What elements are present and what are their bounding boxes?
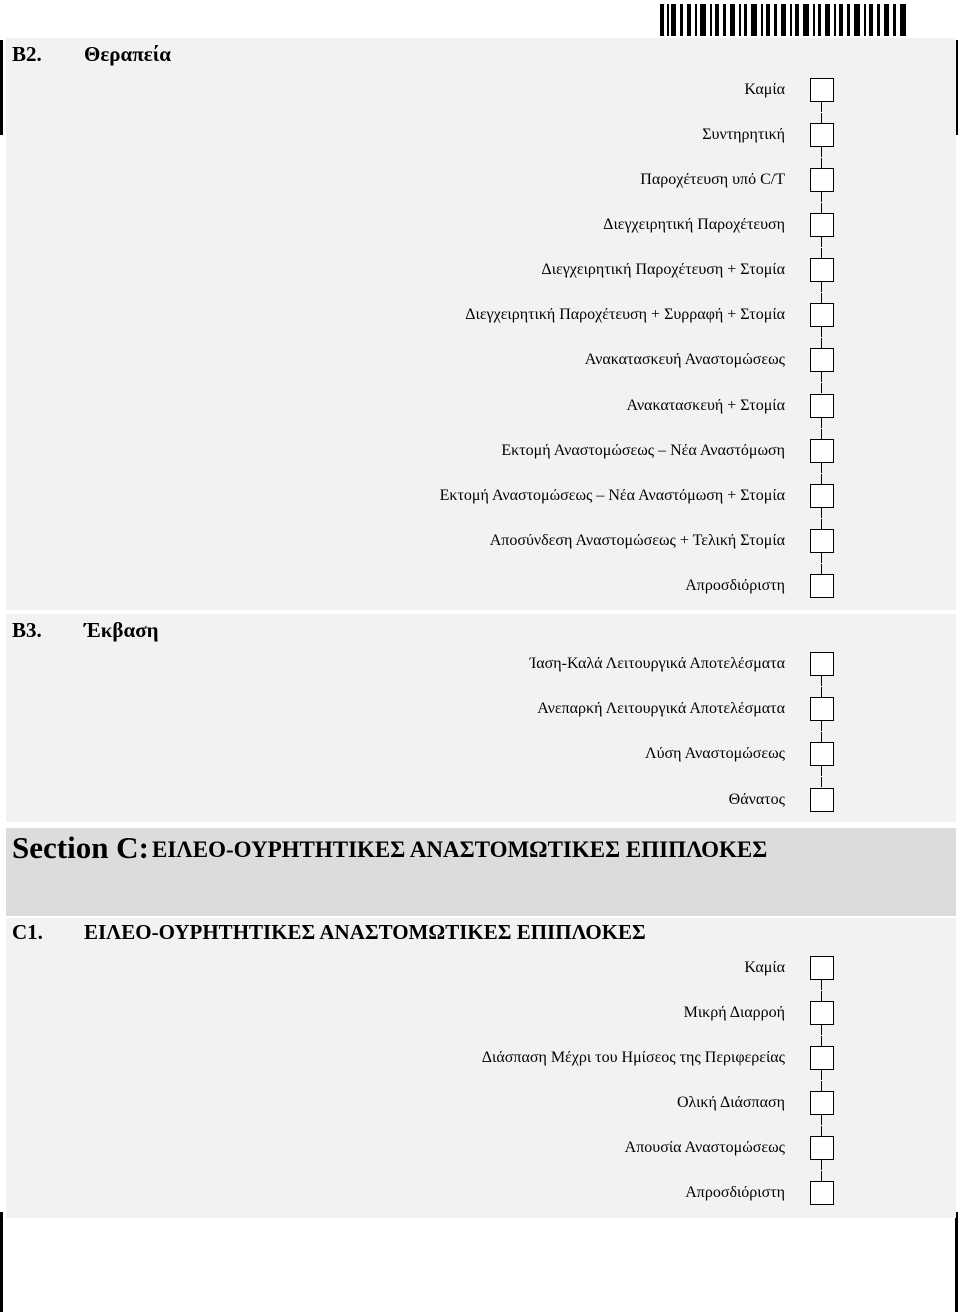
b2-heading	[12, 42, 312, 66]
checkbox-divider-tick	[821, 1115, 822, 1125]
b2-option-label: Καμία	[744, 81, 785, 98]
b3-heading	[12, 618, 312, 642]
c1-number: C1.	[12, 920, 43, 944]
c1-option-label: Απροσδιόριστη	[685, 1184, 785, 1201]
b2-title: Θεραπεία	[84, 42, 171, 66]
checkbox-divider-tick	[821, 777, 822, 787]
section-c-title: ΕΙΛΕΟ-ΟΥΡΗΤΗΤΙΚΕΣ ΑΝΑΣΤΟΜΩΤΙΚΕΣ ΕΠΙΠΛΟΚΕΣ	[152, 837, 768, 862]
checkbox-divider-tick	[821, 102, 822, 112]
checkbox-divider-tick	[821, 474, 822, 484]
section-c-label: Section C:	[12, 830, 149, 865]
checkbox-divider-tick	[821, 338, 822, 348]
b3-option-label: Ίαση-Καλά Λειτουργικά Αποτελέσματα	[529, 655, 785, 672]
checkbox-divider-tick	[821, 676, 822, 686]
b2-option-checkbox[interactable]	[810, 78, 834, 102]
checkbox-divider-tick	[821, 687, 822, 697]
b2-option-label: Εκτομή Αναστομώσεως – Νέα Αναστόμωση + Στομία	[439, 487, 785, 504]
b2-option-checkbox[interactable]	[810, 348, 834, 372]
b3-option-checkbox[interactable]	[810, 652, 834, 676]
b2-option-checkbox[interactable]	[810, 574, 834, 598]
b2-option-label: Ανακατασκευή Αναστομώσεως	[584, 351, 785, 368]
checkbox-divider-tick	[821, 1126, 822, 1136]
b3-number: B3.	[12, 618, 42, 642]
checkbox-divider-tick	[821, 991, 822, 1001]
c1-option-checkbox[interactable]	[810, 1091, 834, 1115]
checkbox-divider-tick	[821, 248, 822, 258]
c1-option-checkbox[interactable]	[810, 1001, 834, 1025]
b2-option-label: Απροσδιόριστη	[685, 577, 785, 594]
checkbox-divider-tick	[821, 147, 822, 157]
checkbox-divider-tick	[821, 980, 822, 990]
barcode	[660, 4, 906, 36]
b2-number: B2.	[12, 42, 42, 66]
b2-option-checkbox[interactable]	[810, 213, 834, 237]
b2-option-checkbox[interactable]	[810, 168, 834, 192]
checkbox-divider-tick	[821, 203, 822, 213]
checkbox-divider-tick	[821, 113, 822, 123]
b2-option-label: Συντηρητική	[702, 126, 785, 143]
checkbox-divider-tick	[821, 463, 822, 473]
corner-mark-bottom-left	[0, 1212, 3, 1312]
checkbox-divider-tick	[821, 1171, 822, 1181]
b2-option-label: Διεγχειρητική Παροχέτευση	[603, 216, 785, 233]
checkbox-divider-tick	[821, 237, 822, 247]
b3-option-label: Ανεπαρκή Λειτουργικά Αποτελέσματα	[537, 700, 785, 717]
checkbox-divider-tick	[821, 418, 822, 428]
b2-option-label: Αποσύνδεση Αναστομώσεως + Τελική Στομία	[489, 532, 785, 549]
c1-title: ΕΙΛΕΟ-ΟΥΡΗΤΗΤΙΚΕΣ ΑΝΑΣΤΟΜΩΤΙΚΕΣ ΕΠΙΠΛΟΚΕΣ	[84, 920, 646, 944]
c1-option-checkbox[interactable]	[810, 1136, 834, 1160]
checkbox-divider-tick	[821, 192, 822, 202]
checkbox-divider-tick	[821, 282, 822, 292]
b3-option-checkbox[interactable]	[810, 742, 834, 766]
checkbox-divider-tick	[821, 293, 822, 303]
b2-option-label: Διεγχειρητική Παροχέτευση + Συρραφή + Στομία	[465, 306, 785, 323]
c1-option-checkbox[interactable]	[810, 1046, 834, 1070]
b3-option-label: Λύση Αναστομώσεως	[645, 745, 785, 762]
b2-option-checkbox[interactable]	[810, 439, 834, 463]
checkbox-divider-tick	[821, 383, 822, 393]
checkbox-divider-tick	[821, 1070, 822, 1080]
c1-option-label: Ολική Διάσπαση	[676, 1094, 785, 1111]
b2-option-label: Διεγχειρητική Παροχέτευση + Στομία	[541, 261, 785, 278]
b2-option-checkbox[interactable]	[810, 484, 834, 508]
checkbox-divider-tick	[821, 564, 822, 574]
checkbox-divider-tick	[821, 766, 822, 776]
b2-option-label: Ανακατασκευή + Στομία	[626, 397, 785, 414]
checkbox-divider-tick	[821, 721, 822, 731]
checkbox-divider-tick	[821, 508, 822, 518]
corner-mark-top-left	[0, 40, 3, 135]
b2-option-checkbox[interactable]	[810, 394, 834, 418]
checkbox-divider-tick	[821, 1036, 822, 1046]
b2-option-checkbox[interactable]	[810, 303, 834, 327]
c1-option-label: Μικρή Διαρροή	[683, 1004, 785, 1021]
b2-option-label: Παροχέτευση υπό C/T	[640, 171, 785, 188]
b3-title: Έκβαση	[84, 618, 159, 642]
checkbox-divider-tick	[821, 158, 822, 168]
checkbox-divider-tick	[821, 1081, 822, 1091]
section-c-header	[6, 828, 956, 916]
c1-option-checkbox[interactable]	[810, 956, 834, 980]
c1-option-label: Διάσπαση Μέχρι του Ημίσεος της Περιφερείας	[481, 1049, 785, 1066]
checkbox-divider-tick	[821, 372, 822, 382]
c1-option-label: Απουσία Αναστομώσεως	[624, 1139, 785, 1156]
b2-option-checkbox[interactable]	[810, 258, 834, 282]
b2-option-label: Εκτομή Αναστομώσεως – Νέα Αναστόμωση	[501, 442, 785, 459]
checkbox-divider-tick	[821, 1160, 822, 1170]
checkbox-divider-tick	[821, 553, 822, 563]
corner-mark-bottom-right	[955, 1212, 958, 1312]
checkbox-divider-tick	[821, 327, 822, 337]
checkbox-divider-tick	[821, 1025, 822, 1035]
b2-option-checkbox[interactable]	[810, 123, 834, 147]
b3-option-checkbox[interactable]	[810, 788, 834, 812]
b2-option-checkbox[interactable]	[810, 529, 834, 553]
c1-heading	[12, 920, 712, 944]
c1-option-label: Καμία	[744, 959, 785, 976]
c1-option-checkbox[interactable]	[810, 1181, 834, 1205]
b3-option-checkbox[interactable]	[810, 697, 834, 721]
checkbox-divider-tick	[821, 732, 822, 742]
checkbox-divider-tick	[821, 429, 822, 439]
b3-option-label: Θάνατος	[728, 791, 785, 808]
checkbox-divider-tick	[821, 519, 822, 529]
